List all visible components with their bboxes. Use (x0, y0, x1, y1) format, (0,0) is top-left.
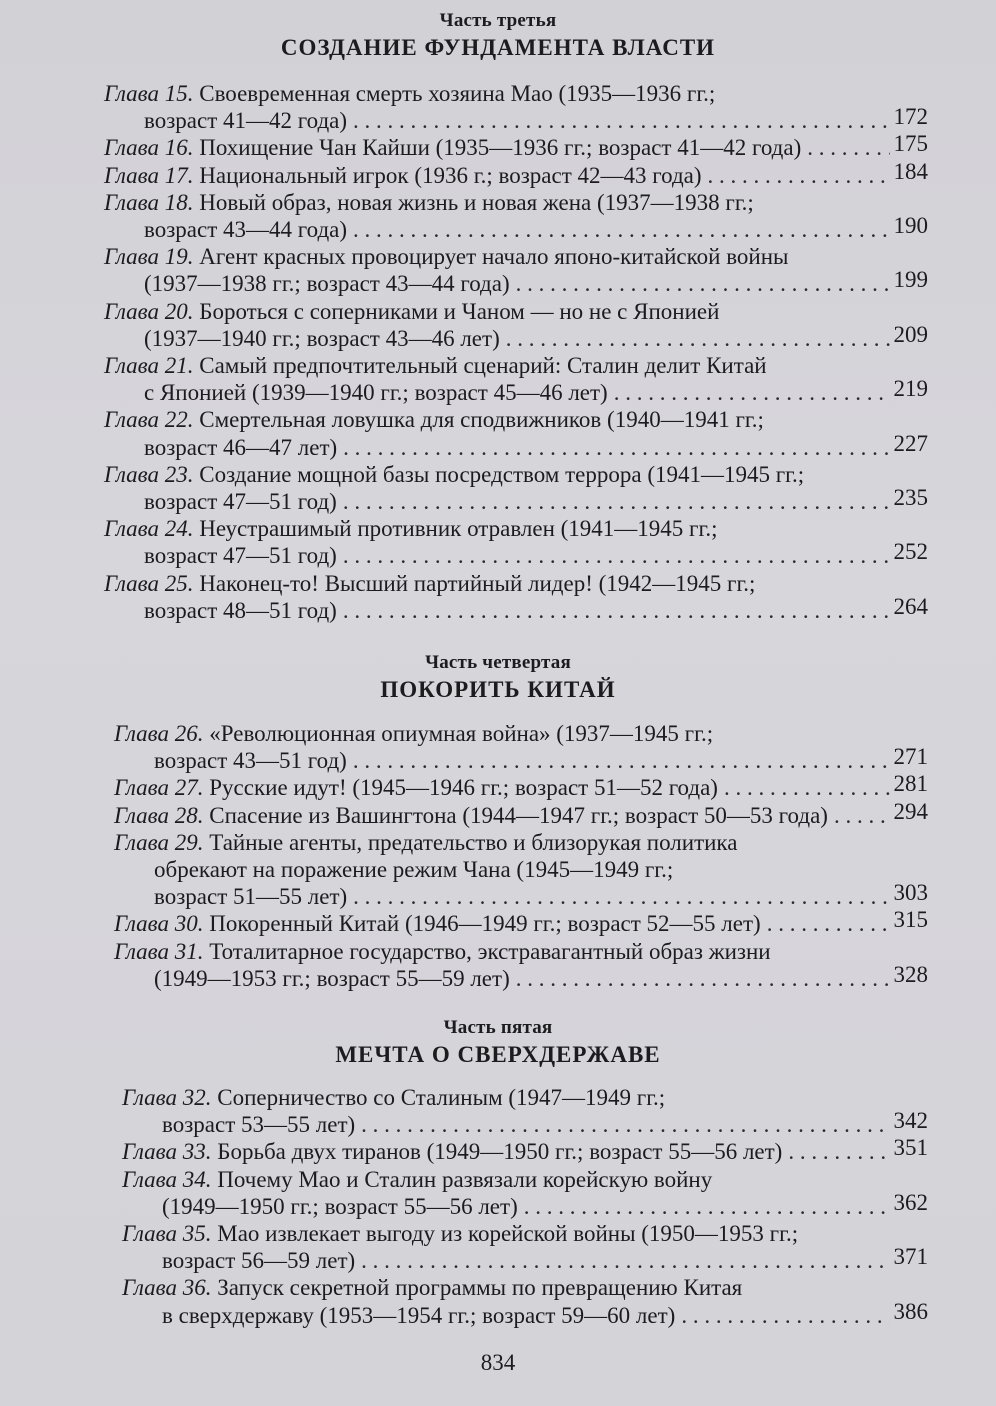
page-ref: 294 (893, 798, 928, 824)
chapter-number: Глава 19. (104, 244, 194, 270)
dot-leader (516, 965, 890, 992)
toc-entry[interactable] (114, 798, 928, 829)
chapter-title-line: «Революционная опиумная война» (1937—1945 гг.; (209, 721, 714, 746)
chapter-title-line: возраст 48—51 год) (144, 597, 337, 623)
page-ref: 281 (893, 771, 928, 797)
chapter-title-line: Соперничество со Сталиным (1947—1949 гг.; (217, 1085, 666, 1110)
toc-entry[interactable] (104, 158, 928, 189)
chapter-number: Глава 27. (114, 775, 204, 801)
toc-entry[interactable] (122, 1274, 928, 1328)
chapter-title-line: Спасение из Вашингтона (1944—1947 гг.; возраст 50—53 года) (209, 802, 828, 828)
chapter-number: Глава 18. (104, 189, 194, 215)
chapter-title-line: Создание мощной базы посредством террора (1941—1945 гг.; (199, 461, 805, 487)
toc-entry[interactable] (114, 938, 928, 992)
toc-entry[interactable] (114, 720, 928, 774)
chapter-number: Глава 15. (104, 81, 194, 106)
page-ref: 209 (893, 321, 928, 347)
chapter-title-line: возраст 53—55 лет) (162, 1112, 356, 1138)
part-title: ПОКОРИТЬ КИТАЙ (380, 677, 616, 702)
toc-entry[interactable] (104, 461, 928, 515)
chapter-number: Глава 22. (104, 407, 194, 433)
chapter-number: Глава 28. (114, 802, 204, 828)
chapter-number: Глава 33. (122, 1139, 212, 1165)
dot-leader (516, 270, 890, 297)
chapter-title-line: Запуск секретной программы по превращению Китая (217, 1275, 743, 1301)
page-number: 834 (480, 1350, 516, 1375)
chapter-number: Глава 23. (104, 461, 194, 487)
dot-leader (614, 379, 890, 406)
chapter-title-line: возраст 51—55 лет) (154, 884, 348, 910)
page-ref: 264 (893, 593, 928, 619)
chapter-number: Глава 20. (104, 298, 194, 324)
toc-entry[interactable] (122, 1135, 928, 1165)
page-ref: 235 (893, 485, 928, 511)
dot-leader (353, 747, 890, 774)
page-ref: 303 (893, 880, 928, 906)
chapter-number: Глава 32. (122, 1085, 212, 1110)
dot-leader (343, 488, 890, 515)
chapter-number: Глава 29. (114, 829, 204, 855)
page-ref: 175 (893, 131, 928, 157)
dot-leader (343, 542, 890, 569)
page-ref: 252 (893, 539, 928, 565)
dot-leader (343, 434, 889, 461)
chapter-number: Глава 34. (122, 1166, 212, 1192)
chapter-number: Глава 24. (104, 516, 194, 542)
chapter-title-line: (1937—1938 гг.; возраст 43—44 года) (144, 271, 510, 297)
dot-leader (834, 802, 890, 829)
chapter-title-line: возраст 43—44 года) (144, 217, 348, 243)
chapter-title-line: Самый предпочтительный сценарий: Сталин делит Китай (199, 353, 767, 379)
dot-leader (767, 910, 890, 937)
chapter-title-line: возраст 41—42 года) (144, 108, 348, 134)
dot-leader (807, 134, 889, 161)
chapter-title-line: Своевременная смерть хозяина Мао (1935—1936 гг.; (199, 81, 716, 106)
toc-entry[interactable] (104, 80, 928, 134)
chapter-title-line: Похищение Чан Кайши (1935—1936 гг.; возраст 41—42 года) (199, 135, 802, 161)
chapter-number: Глава 30. (114, 911, 204, 937)
toc-entry[interactable] (104, 243, 928, 297)
toc-entry[interactable] (104, 189, 928, 243)
chapter-title-line: Смертельная ловушка для сподвижников (1940—1941 гг.; (199, 407, 764, 433)
chapter-number: Глава 35. (122, 1221, 212, 1247)
dot-leader (708, 162, 890, 189)
dot-leader (524, 1193, 890, 1220)
chapter-title-line: Борьба двух тиранов (1949—1950 гг.; возраст 55—56 лет) (217, 1139, 783, 1165)
page-ref: 371 (893, 1244, 928, 1270)
chapter-title-line: (1937—1940 гг.; возраст 43—46 лет) (144, 325, 500, 351)
page-ref: 315 (893, 907, 928, 933)
toc-entry[interactable] (104, 570, 928, 624)
page-ref: 227 (893, 430, 928, 456)
page-ref: 342 (893, 1108, 928, 1134)
toc-entry[interactable] (104, 298, 928, 352)
page-ref: 199 (893, 267, 928, 293)
dot-leader (788, 1138, 889, 1165)
page-ref: 184 (893, 158, 928, 184)
dot-leader (353, 216, 889, 243)
page-ref: 386 (893, 1298, 928, 1324)
part-heading (0, 10, 996, 62)
part-label: Часть пятая (443, 1017, 553, 1038)
dot-leader (506, 325, 890, 352)
chapter-number: Глава 17. (104, 162, 194, 188)
toc-entry[interactable] (122, 1166, 928, 1220)
chapter-list (104, 80, 928, 624)
toc-entry[interactable] (114, 771, 928, 801)
page-ref: 172 (893, 104, 928, 130)
chapter-title-line: (1949—1950 гг.; возраст 55—56 лет) (162, 1193, 518, 1219)
toc-entry[interactable] (114, 829, 928, 911)
chapter-title-line: Бороться с соперниками и Чаном — но не с Японией (199, 298, 720, 324)
chapter-title-line: Русские идут! (1945—1946 гг.; возраст 51—52 года) (209, 775, 718, 801)
chapter-number: Глава 26. (114, 721, 204, 746)
chapter-title-line: Новый образ, новая жизнь и новая жена (1937—1938 гг.; (199, 189, 754, 215)
part-label: Часть четвертая (425, 652, 571, 673)
chapter-title-line: в сверхдержаву (1953—1954 гг.; возраст 59—60 лет) (162, 1302, 676, 1328)
chapter-title-line: Покоренный Китай (1946—1949 гг.; возраст 52—55 лет) (209, 911, 761, 937)
page-ref: 362 (893, 1189, 928, 1215)
dot-leader (361, 1247, 889, 1274)
part-heading (0, 1017, 996, 1069)
part-label: Часть третья (439, 10, 557, 31)
chapter-title-line: Тоталитарное государство, экстравагантный образ жизни (209, 938, 771, 964)
toc-entry[interactable] (104, 515, 928, 569)
chapter-title-line: возраст 43—51 год) (154, 748, 347, 774)
part-title: СОЗДАНИЕ ФУНДАМЕНТА ВЛАСТИ (280, 35, 716, 60)
chapter-title-line: Мао извлекает выгоду из корейской войны (1950—1953 гг.; (217, 1221, 799, 1247)
dot-leader (343, 597, 890, 624)
page-ref: 190 (893, 213, 928, 239)
part-title: МЕЧТА О СВЕРХДЕРЖАВЕ (335, 1042, 661, 1067)
chapter-title-line: Почему Мао и Сталин развязали корейскую войну (217, 1166, 713, 1192)
chapter-title-line: возраст 46—47 лет) (144, 434, 338, 460)
part-heading (0, 652, 996, 704)
chapter-list (114, 720, 928, 992)
page-ref: 328 (893, 961, 928, 987)
page-ref: 351 (893, 1135, 928, 1161)
chapter-number: Глава 21. (104, 353, 194, 379)
page-ref: 271 (893, 744, 928, 770)
chapter-title-line: возраст 47—51 год) (144, 543, 337, 569)
chapter-title-line: с Японией (1939—1940 гг.; возраст 45—46 лет) (144, 380, 608, 406)
page-ref: 219 (893, 376, 928, 402)
toc-entry[interactable] (104, 406, 928, 460)
chapter-title-line: возраст 56—59 лет) (162, 1248, 356, 1274)
chapter-title-line: обрекают на поражение режим Чана (1945—1949 гг.; (154, 857, 674, 883)
chapter-number: Глава 16. (104, 135, 194, 161)
chapter-number: Глава 36. (122, 1275, 212, 1301)
chapter-title-line: (1949—1953 гг.; возраст 55—59 лет) (154, 965, 510, 991)
dot-leader (724, 774, 890, 801)
dot-leader (353, 107, 889, 134)
chapter-title-line: Неустрашимый противник отравлен (1941—1945 гг.; (199, 516, 718, 542)
chapter-title-line: Тайные агенты, предательство и близорукая политика (209, 829, 738, 855)
chapter-number: Глава 31. (114, 938, 204, 964)
toc-entry[interactable] (122, 1084, 928, 1138)
toc-entry[interactable] (104, 131, 928, 161)
chapter-title-line: возраст 47—51 год) (144, 489, 337, 515)
chapter-title-line: Национальный игрок (1936 г.; возраст 42—43 года) (199, 162, 702, 188)
chapter-title-line: Наконец-то! Высший партийный лидер! (1942—1945 гг.; (199, 570, 756, 596)
chapter-number: Глава 25. (104, 570, 194, 596)
dot-leader (681, 1302, 889, 1329)
chapter-list (122, 1084, 928, 1329)
toc-entry[interactable] (122, 1220, 928, 1274)
dot-leader (361, 1111, 889, 1138)
chapter-title-line: Агент красных провоцирует начало японо-китайской войны (199, 244, 789, 270)
toc-entry[interactable] (104, 352, 928, 406)
toc-entry[interactable] (114, 907, 928, 937)
dot-leader (353, 883, 889, 910)
